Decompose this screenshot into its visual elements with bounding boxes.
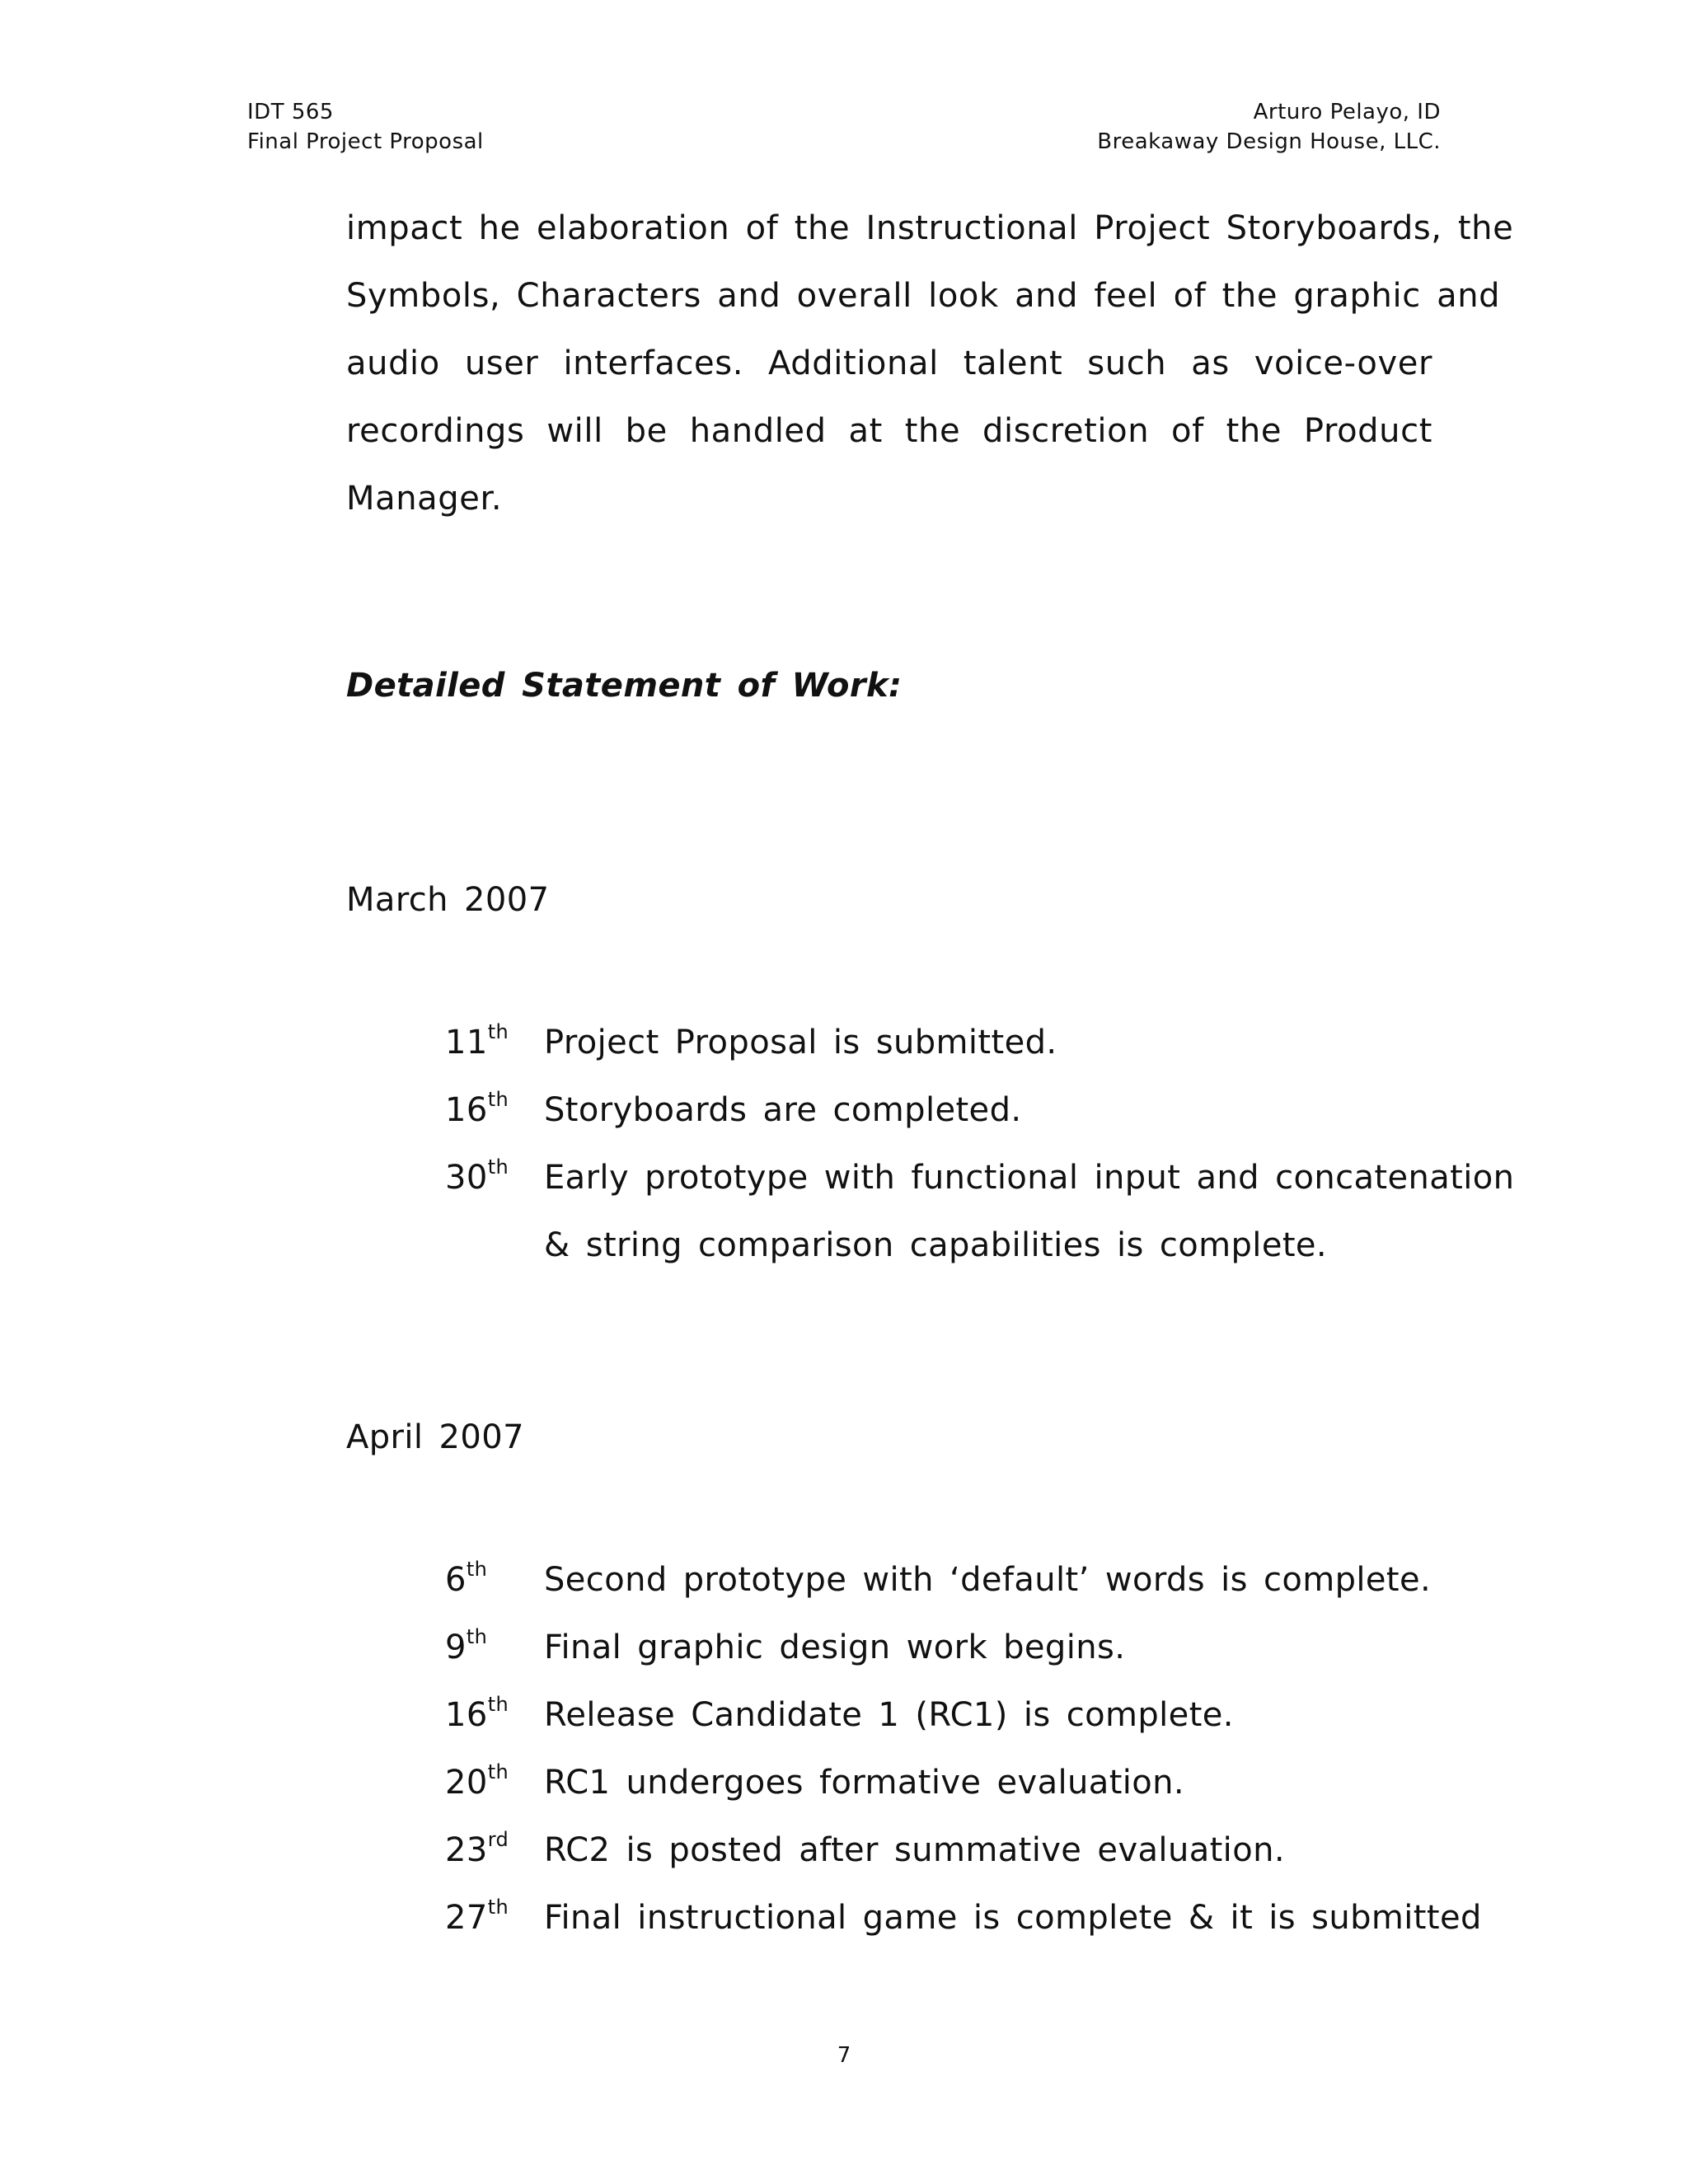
schedule-entry bbox=[445, 1884, 1482, 1952]
author-name: Arturo Pelayo, ID bbox=[1253, 100, 1441, 124]
schedule-entry bbox=[445, 1144, 1515, 1279]
march-schedule bbox=[445, 1009, 1515, 1279]
entry-day: 30th bbox=[445, 1155, 509, 1197]
entry-description: Second prototype with ‘default’ words is complete. bbox=[544, 1561, 1432, 1599]
company-name: Breakaway Design House, LLC. bbox=[1097, 129, 1441, 154]
page-number: 7 bbox=[837, 2043, 851, 2068]
entry-description: Project Proposal is submitted. bbox=[544, 1024, 1057, 1062]
entry-day: 16th bbox=[445, 1692, 509, 1734]
entry-day: 20th bbox=[445, 1760, 509, 1802]
entry-description: Storyboards are completed. bbox=[544, 1091, 1022, 1129]
schedule-entry bbox=[445, 1816, 1432, 1884]
statement-of-work-heading: Detailed Statement of Work: bbox=[346, 667, 903, 705]
entry-description: Early prototype with functional input and concatenation & string comparison capabilities is complete. bbox=[544, 1159, 1515, 1264]
paragraph-line: impact he elaboration of the Instructional Project Storyboards, the bbox=[346, 209, 1514, 247]
entry-description: Release Candidate 1 (RC1) is complete. bbox=[544, 1696, 1234, 1734]
april-heading: April 2007 bbox=[346, 1418, 524, 1456]
intro-paragraph bbox=[346, 194, 1514, 532]
entry-description: Final instructional game is complete & it is submitted bbox=[544, 1899, 1482, 1937]
header-left bbox=[247, 97, 484, 157]
entry-day: 23rd bbox=[445, 1827, 509, 1869]
paragraph-line: recordings will be handled at the discretion of the Product bbox=[346, 412, 1432, 450]
schedule-entry bbox=[445, 1546, 1432, 1614]
schedule-entry bbox=[445, 1009, 1432, 1076]
entry-day: 11th bbox=[445, 1019, 509, 1062]
paragraph-line: Manager. bbox=[346, 480, 503, 518]
entry-description: Final graphic design work begins. bbox=[544, 1629, 1126, 1666]
paragraph-line: Symbols, Characters and overall look and feel of the graphic and bbox=[346, 277, 1501, 315]
header-right bbox=[1097, 97, 1441, 157]
march-heading: March 2007 bbox=[346, 881, 550, 919]
entry-day: 9th bbox=[445, 1624, 488, 1666]
entry-description: RC2 is posted after summative evaluation. bbox=[544, 1831, 1285, 1869]
entry-day: 6th bbox=[445, 1557, 488, 1599]
schedule-entry bbox=[445, 1076, 1432, 1144]
entry-day: 16th bbox=[445, 1087, 509, 1129]
document-title: Final Project Proposal bbox=[247, 129, 484, 154]
schedule-entry bbox=[445, 1749, 1432, 1816]
entry-description: RC1 undergoes formative evaluation. bbox=[544, 1764, 1185, 1802]
schedule-entry bbox=[445, 1614, 1432, 1681]
course-code: IDT 565 bbox=[247, 100, 334, 124]
entry-day: 27th bbox=[445, 1895, 509, 1937]
paragraph-line: audio user interfaces. Additional talent such as voice-over bbox=[346, 344, 1432, 382]
schedule-entry bbox=[445, 1681, 1432, 1749]
april-schedule bbox=[445, 1546, 1482, 1952]
